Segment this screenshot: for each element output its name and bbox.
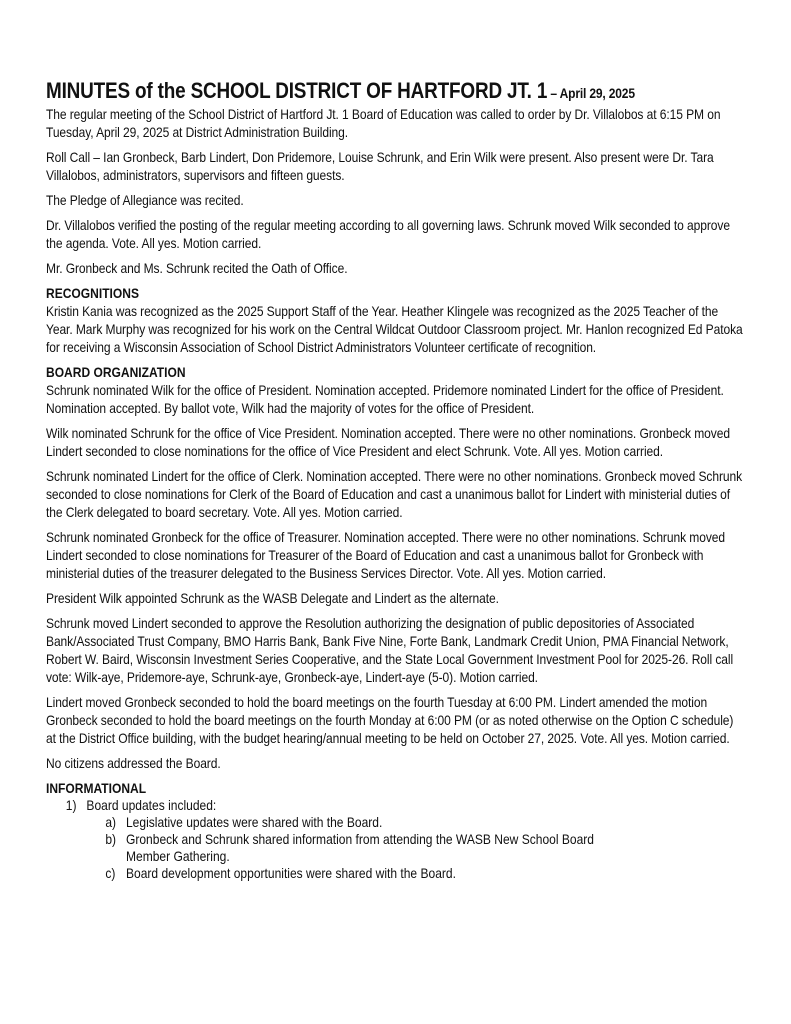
sub-list-marker: c)	[105, 865, 116, 881]
wasb-delegate-paragraph: President Wilk appointed Schrunk as the WASB Delegate and Lindert as the alternate.	[46, 590, 499, 606]
oath-paragraph: Mr. Gronbeck and Ms. Schrunk recited the Oath of Office.	[46, 260, 348, 276]
treasurer-paragraph: Schrunk nominated Gronbeck for the office of Treasurer. Nomination accepted. There were no other nominations. Schrunk moved Lindert seconded to close nominations for Treasurer of the Board of Education and cast a unanimous ballot for Gronbeck with ministerial duties of the treasurer delegated to the Business Services Director. Vote. All yes. Motion carried.	[46, 529, 725, 581]
recognitions-heading: RECOGNITIONS	[46, 285, 139, 301]
board-organization-heading: BOARD ORGANIZATION	[46, 364, 186, 380]
sub-list	[66, 814, 746, 882]
informational-list	[46, 797, 746, 882]
title-main: MINUTES of the SCHOOL DISTRICT OF HARTFORD JT. 1	[46, 78, 548, 103]
sub-list-item	[105, 814, 746, 831]
depositories-paragraph: Schrunk moved Lindert seconded to approve the Resolution authorizing the designation of public depositories of Associated Bank/Associated Trust Company, BMO Harris Bank, Bank Five Nine, Forte Bank, Landmark Credit Union, PMA Financial Network, Robert W. Baird, Wisconsin Investment Series Cooperative, and the State Local Government Investment Pool for 2025-26. Roll call vote: Wilk-aye, Pridemore-aye, Schrunk-aye, Gronbeck-aye, Lindert-aye (5-0). Motion carried.	[46, 615, 734, 685]
informational-heading: INFORMATIONAL	[46, 780, 147, 796]
roll-call-paragraph: Roll Call – Ian Gronbeck, Barb Lindert, Don Pridemore, Louise Schrunk, and Erin Wilk were present. Also present were Dr. Tara Villalobos, administrators, supervisors and fifteen guests.	[46, 149, 714, 183]
document-body	[46, 80, 746, 882]
meeting-schedule-paragraph: Lindert moved Gronbeck seconded to hold the board meetings on the fourth Tuesday at 6:00 PM. Lindert amended the motion Gronbeck seconded to hold the board meetings on the fourth Monday at 6:00 PM (or as noted otherwise on the Option C schedule) at the District Office building, with the budget hearing/annual meeting to be held on October 27, 2025. Vote. All yes. Motion carried.	[46, 694, 734, 746]
sub-list-item-text: Gronbeck and Schrunk shared information from attending the WASB New School Board Member Gathering.	[125, 831, 595, 864]
vice-president-paragraph: Wilk nominated Schrunk for the office of Vice President. Nomination accepted. There were no other nominations. Gronbeck moved Lindert seconded to close nominations for the office of Vice President and elect Schrunk. Vote. All yes. Motion carried.	[46, 425, 730, 459]
document-title	[46, 80, 746, 104]
sub-list-item-text: Legislative updates were shared with the Board.	[125, 814, 383, 830]
minutes-document	[46, 80, 746, 882]
citizens-paragraph: No citizens addressed the Board.	[46, 755, 221, 771]
title-date: – April 29, 2025	[547, 85, 635, 101]
call-to-order-paragraph: The regular meeting of the School District of Hartford Jt. 1 Board of Education was called to order by Dr. Villalobos at 6:15 PM on Tuesday, April 29, 2025 at District Administration Building.	[46, 106, 721, 140]
sub-list-item	[105, 865, 746, 882]
list-marker: 1)	[65, 797, 77, 813]
agenda-paragraph: Dr. Villalobos verified the posting of the regular meeting according to all governing laws. Schrunk moved Wilk seconded to approve the agenda. Vote. All yes. Motion carried.	[46, 217, 730, 251]
clerk-paragraph: Schrunk nominated Lindert for the office of Clerk. Nomination accepted. There were no other nominations. Gronbeck moved Schrunk seconded to close nominations for Clerk of the Board of Education and cast a unanimous ballot for Lindert with ministerial duties of the Clerk delegated to board secretary. Vote. All yes. Motion carried.	[46, 468, 743, 520]
sub-list-marker: b)	[105, 831, 117, 847]
recognitions-paragraph: Kristin Kania was recognized as the 2025 Support Staff of the Year. Heather Klingele was recognized as the 2025 Teacher of the Year. Mark Murphy was recognized for his work on the Central Wildcat Outdoor Classroom project. Mr. Hanlon recognized Ed Patoka for receiving a Wisconsin Association of School District Administrators Volunteer certificate of recognition.	[46, 303, 743, 355]
sub-list-item	[105, 831, 746, 865]
list-item-text: Board updates included:	[86, 797, 217, 813]
president-paragraph: Schrunk nominated Wilk for the office of President. Nomination accepted. Pridemore nominated Lindert for the office of President. Nomination accepted. By ballot vote, Wilk had the majority of votes for the office of President.	[46, 382, 724, 416]
sub-list-marker: a)	[105, 814, 117, 830]
list-item	[66, 797, 746, 882]
sub-list-item-text: Board development opportunities were shared with the Board.	[125, 865, 456, 881]
pledge-paragraph: The Pledge of Allegiance was recited.	[46, 192, 244, 208]
